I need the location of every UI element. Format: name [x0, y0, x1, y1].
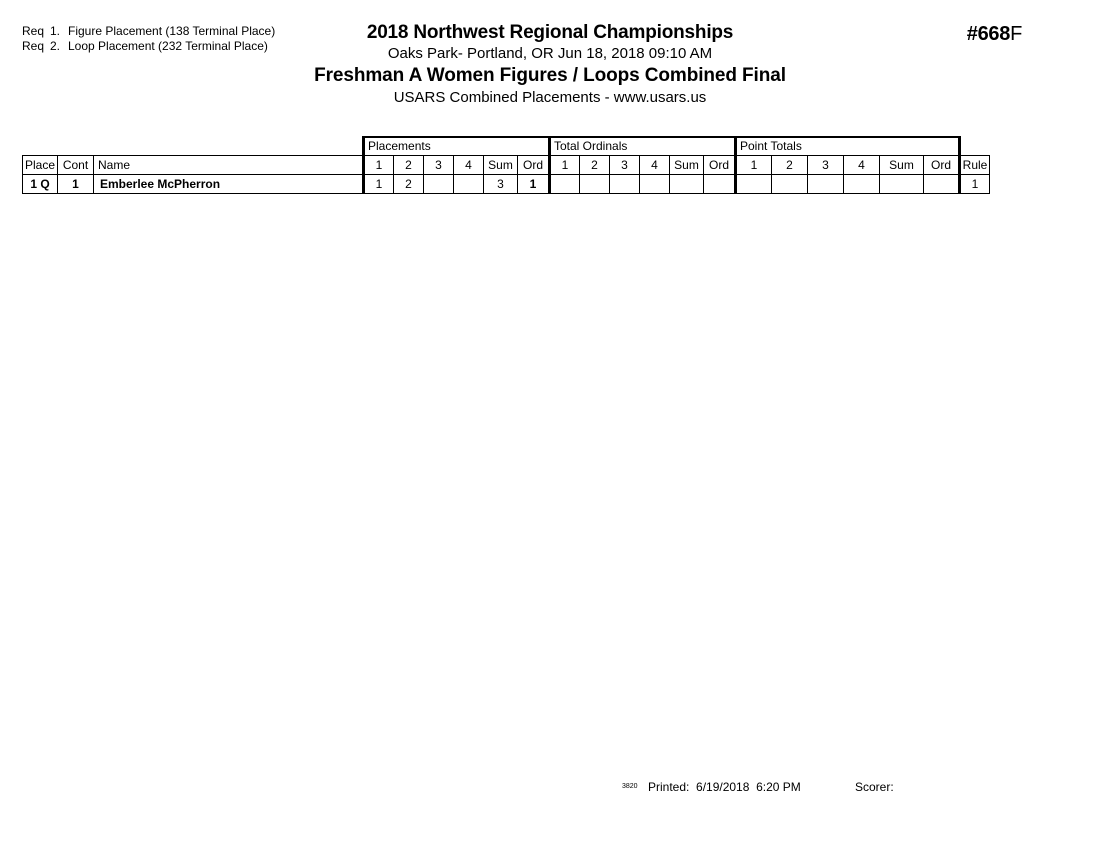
- group-spacer: [94, 137, 364, 155]
- group-spacer: [23, 137, 58, 155]
- cell-total-ordinals-3: [610, 174, 640, 193]
- header-placements-4: 4: [454, 155, 484, 174]
- cell-placements-1: 1: [364, 174, 394, 193]
- group-spacer: [960, 137, 990, 155]
- results-table: [22, 136, 990, 194]
- event-number: [967, 23, 1022, 46]
- requirement-number: 1.: [50, 24, 61, 38]
- header-placements-2: 2: [394, 155, 424, 174]
- document-header: [0, 22, 1100, 108]
- cell-name: Emberlee McPherron: [94, 174, 364, 193]
- cell-total-ordinals-sum: [670, 174, 704, 193]
- cell-placements-4: [454, 174, 484, 193]
- header-total-ordinals-4: 4: [640, 155, 670, 174]
- cell-point-totals-1: [736, 174, 772, 193]
- header-name: Name: [94, 155, 364, 174]
- event-number-suffix: F: [1010, 23, 1022, 45]
- header-placements-ord: Ord: [518, 155, 550, 174]
- requirement-label: Req: [22, 24, 45, 38]
- usars-subtitle: USARS Combined Placements - www.usars.us: [393, 89, 707, 106]
- header-point-totals-4: 4: [844, 155, 880, 174]
- cell-point-totals-4: [844, 174, 880, 193]
- group-spacer: [58, 137, 94, 155]
- header-place: Place: [23, 155, 58, 174]
- table-group-header-row: [23, 137, 990, 155]
- point-totals-group-label: Point Totals: [736, 137, 960, 155]
- table-row: [23, 174, 990, 193]
- requirement-text: Figure Placement (138 Terminal Place): [68, 24, 276, 38]
- footer-printed: Printed: 6/19/2018 6:20 PM: [648, 780, 801, 794]
- cell-total-ordinals-1: [550, 174, 580, 193]
- competition-title: 2018 Northwest Regional Championships: [366, 22, 734, 43]
- header-total-ordinals-1: 1: [550, 155, 580, 174]
- header-point-totals-2: 2: [772, 155, 808, 174]
- cell-placements-ord: 1: [518, 174, 550, 193]
- requirement-label: Req: [22, 39, 45, 53]
- total-ordinals-group-label: Total Ordinals: [550, 137, 736, 155]
- requirement-text: Loop Placement (232 Terminal Place): [68, 39, 268, 53]
- cell-point-totals-2: [772, 174, 808, 193]
- cell-placements-2: 2: [394, 174, 424, 193]
- header-placements-3: 3: [424, 155, 454, 174]
- footer-code: 3820: [622, 783, 638, 790]
- results-table-container: [22, 136, 990, 194]
- header-point-totals-1: 1: [736, 155, 772, 174]
- header-cont: Cont: [58, 155, 94, 174]
- cell-cont: 1: [58, 174, 94, 193]
- event-title: Freshman A Women Figures / Loops Combined Final: [314, 65, 786, 86]
- cell-rule: 1: [960, 174, 990, 193]
- cell-point-totals-ord: [924, 174, 960, 193]
- cell-total-ordinals-4: [640, 174, 670, 193]
- event-number-value: #668: [966, 23, 1011, 45]
- header-point-totals-ord: Ord: [924, 155, 960, 174]
- table-header-row: [23, 155, 990, 174]
- header-total-ordinals-3: 3: [610, 155, 640, 174]
- cell-placements-3: [424, 174, 454, 193]
- header-point-totals-3: 3: [808, 155, 844, 174]
- header-rule: Rule: [960, 155, 990, 174]
- requirement-number: 2.: [50, 39, 61, 53]
- venue-datetime: Oaks Park- Portland, OR Jun 18, 2018 09:10 AM: [387, 45, 713, 62]
- footer-scorer-label: Scorer:: [855, 780, 894, 794]
- header-point-totals-sum: Sum: [880, 155, 924, 174]
- header-total-ordinals-sum: Sum: [670, 155, 704, 174]
- header-placements-sum: Sum: [484, 155, 518, 174]
- header-total-ordinals-ord: Ord: [704, 155, 736, 174]
- cell-place: 1 Q: [23, 174, 58, 193]
- cell-placements-sum: 3: [484, 174, 518, 193]
- cell-total-ordinals-ord: [704, 174, 736, 193]
- header-total-ordinals-2: 2: [580, 155, 610, 174]
- placements-group-label: Placements: [364, 137, 550, 155]
- cell-total-ordinals-2: [580, 174, 610, 193]
- cell-point-totals-3: [808, 174, 844, 193]
- header-placements-1: 1: [364, 155, 394, 174]
- cell-point-totals-sum: [880, 174, 924, 193]
